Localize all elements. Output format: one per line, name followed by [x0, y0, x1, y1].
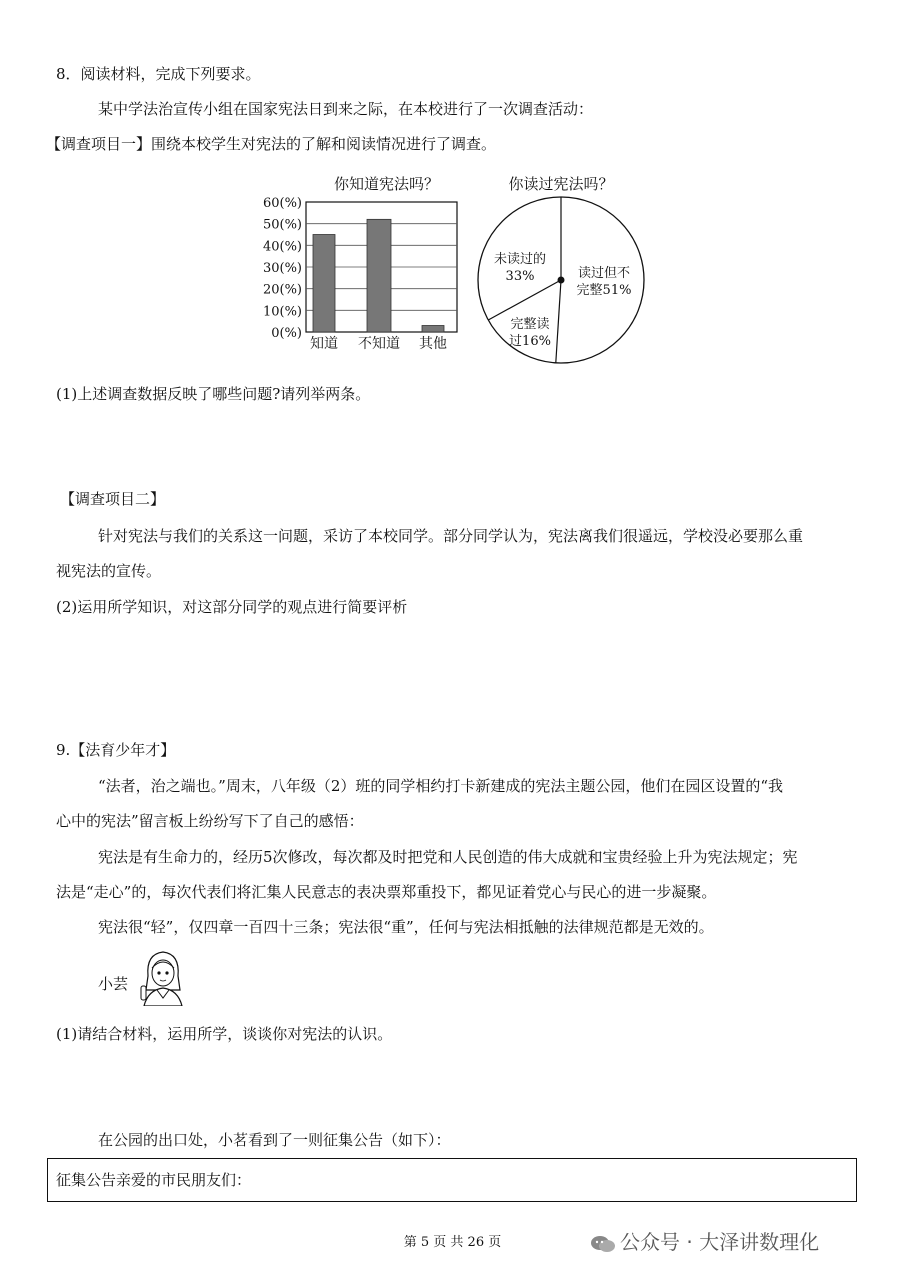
q8-question-1: (1)上述调查数据反映了哪些问题?请列举两条。 — [56, 385, 371, 403]
bar-y-tick-label: 60(%) — [262, 196, 302, 211]
pie-label: 未读过的 — [493, 252, 547, 267]
bar-category-label: 不知道 — [358, 336, 400, 352]
q9-paragraph1-line2: 心中的宪法”留言板上纷纷写下了自己的感悟： — [56, 812, 364, 830]
notice-text: 征集公告亲爱的市民朋友们： — [56, 1171, 252, 1189]
pie-label-value: 33% — [505, 269, 535, 284]
project2-title: 【调查项目二】 — [60, 490, 166, 508]
page-footer: 第 5 页 共 26 页 — [403, 1235, 502, 1250]
wechat-icon — [590, 1234, 616, 1254]
bar-category-label: 其他 — [419, 336, 447, 352]
pie-label-value: 完整51% — [576, 283, 632, 298]
q8-intro: 某中学法治宣传小组在国家宪法日到来之际，在本校进行了一次调查活动： — [98, 100, 594, 118]
q8-title: 8．阅读材料，完成下列要求。 — [56, 65, 261, 83]
project1-text: 【调查项目一】围绕本校学生对宪法的了解和阅读情况进行了调查。 — [46, 135, 497, 153]
watermark-text: 公众号 · 大泽讲数理化 — [620, 1230, 820, 1254]
bar-chart — [263, 175, 457, 352]
q9-paragraph2-line1: 宪法是有生命力的，经历5次修改，每次都及时把党和人民创造的伟大成就和宝贵经验上升为宪法规定；宪 — [98, 848, 798, 866]
watermark — [590, 1226, 819, 1255]
project2-paragraph-line1: 针对宪法与我们的关系这一问题，采访了本校同学。部分同学认为，宪法离我们很遥远，学校没必要那么重 — [98, 527, 804, 545]
bar-y-tick-label: 40(%) — [262, 239, 302, 255]
q9-title: 9.【法育少年才】 — [56, 741, 176, 759]
project2-paragraph-line2: 视宪法的宣传。 — [56, 562, 162, 580]
q8-question-2: (2)运用所学知识，对这部分同学的观点进行简要评析 — [56, 598, 408, 616]
bar-category-label: 知道 — [310, 336, 338, 352]
q9-paragraph2-line2: 法是“走心”的，每次代表们将汇集人民意志的表决票郑重投下，都见证着党心与民心的进一步凝聚。 — [56, 883, 717, 901]
speaker-name: 小芸 — [98, 975, 129, 993]
pie-chart — [478, 175, 644, 363]
pie-label: 读过但不 — [577, 266, 631, 281]
bar-y-tick-label: 0(%) — [271, 326, 302, 341]
bar-y-tick-label: 10(%) — [262, 304, 302, 320]
q9-paragraph1-line1: “法者，治之端也。”周末，八年级（2）班的同学相约打卡新建成的宪法主题公园，他们在园区设置的“我 — [98, 777, 784, 795]
pie-center-dot — [558, 277, 565, 284]
notice-box — [47, 1158, 857, 1202]
q9-question-1: (1)请结合材料，运用所学，谈谈你对宪法的认识。 — [56, 1025, 393, 1043]
bar-y-tick-label: 30(%) — [262, 261, 302, 276]
bar-chart-title: 你知道宪法吗？ — [333, 175, 440, 193]
survey-charts — [0, 165, 905, 385]
q9-paragraph3: 宪法很“轻”，仅四章一百四十三条；宪法很“重”，任何与宪法相抵触的法律规范都是无效的。 — [98, 918, 714, 936]
pie-label-value: 过16% — [509, 334, 551, 349]
bar-2 — [367, 219, 391, 332]
bar-3 — [422, 326, 444, 333]
bar-y-tick-label: 50(%) — [262, 217, 302, 233]
q9-paragraph4: 在公园的出口处，小茗看到了一则征集公告（如下）： — [98, 1131, 451, 1149]
girl-avatar-illustration — [138, 946, 188, 1006]
bar-y-tick-label: 20(%) — [262, 282, 302, 298]
pie-chart-title: 你读过宪法吗？ — [508, 175, 614, 193]
pie-label: 完整读 — [510, 317, 550, 332]
bar-1 — [313, 235, 335, 333]
